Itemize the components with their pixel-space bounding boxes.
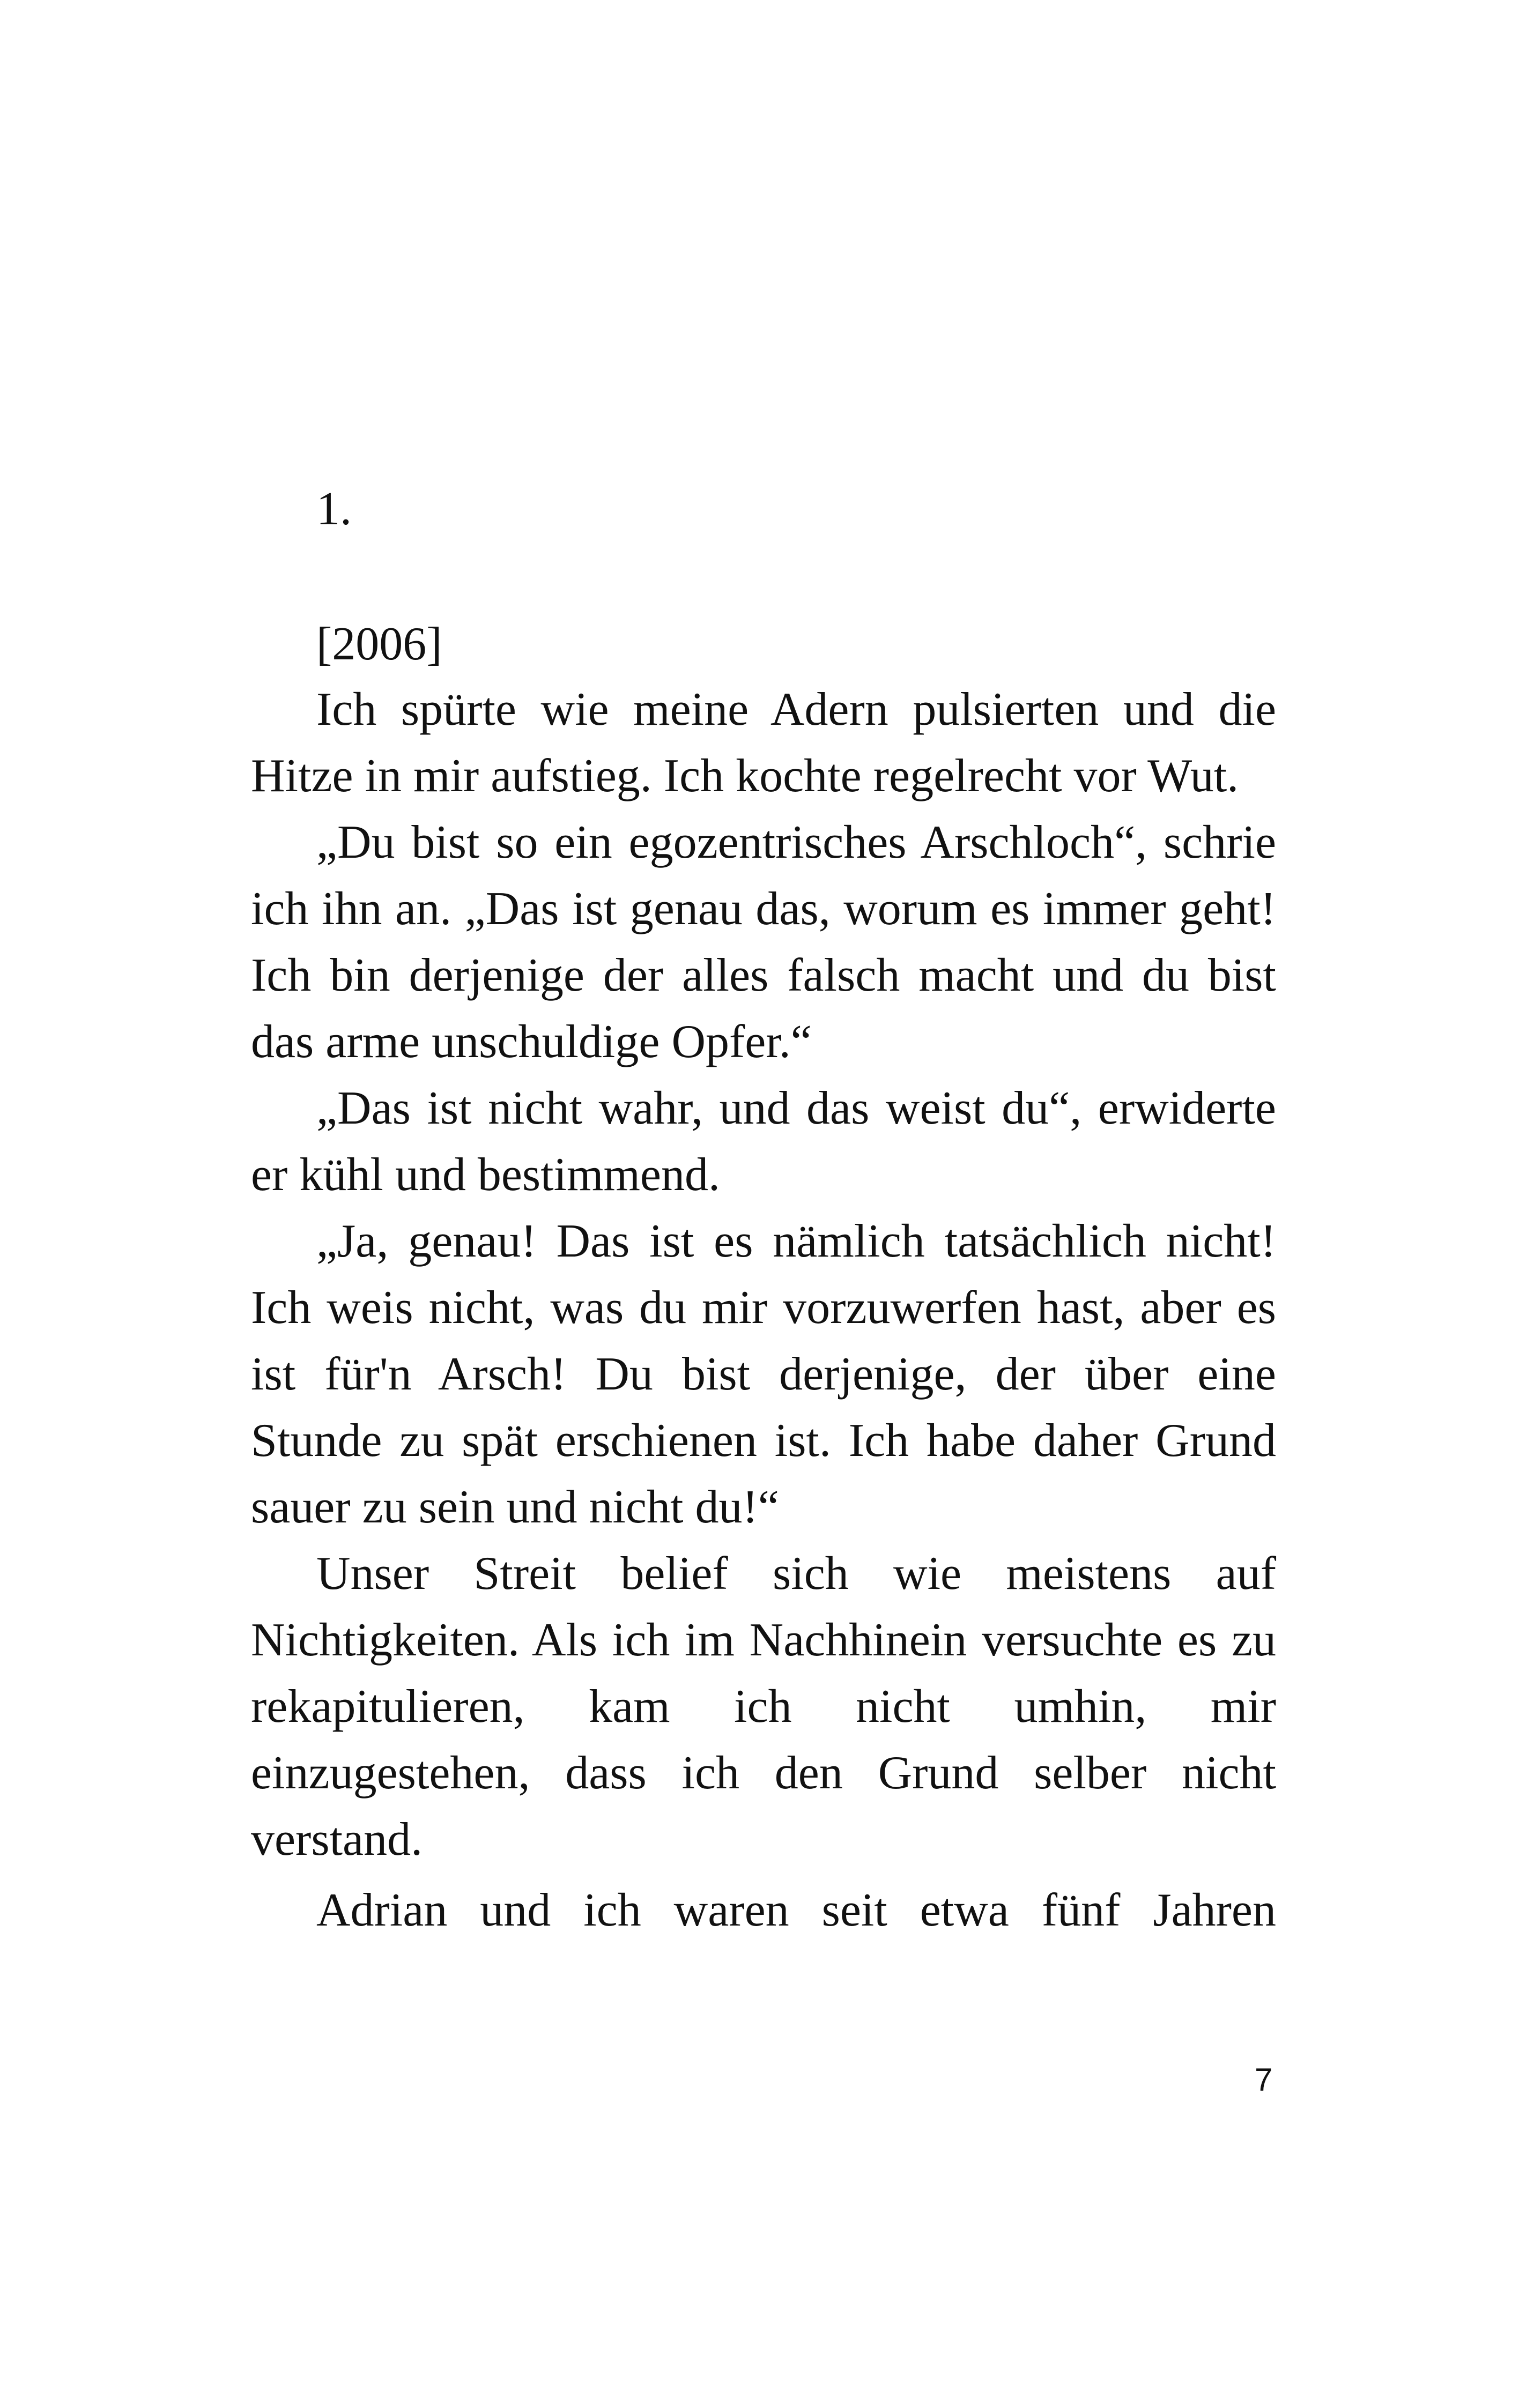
body-text-continued (251, 1877, 1276, 1944)
paragraph: Ich spürte wie meine Adern pulsierten und die Hitze in mir aufstieg. Ich kochte regelrecht vor Wut. (251, 683, 1276, 802)
chapter-number: 1. (316, 483, 352, 535)
paragraph: Adrian und ich waren seit etwa fünf Jahren (316, 1884, 1276, 1936)
page-number: 7 (1255, 2062, 1273, 2098)
paragraph: „Du bist so ein egozentrisches Arschloch“, schrie ich ihn an. „Das ist genau das, worum es immer geht! Ich bin derjenige der alles falsch macht und du bist das arme unschuldige Opfer.“ (251, 816, 1276, 1068)
body-text (251, 677, 1276, 1873)
paragraph: Unser Streit belief sich wie meistens auf Nichtigkeiten. Als ich im Nachhinein versuchte es zu rekapitulieren, kam ich nicht umhin, mir einzugestehen, dass ich den Grund selber nicht verstand. (251, 1548, 1276, 1866)
year-marker: [2006] (316, 618, 442, 670)
paragraph: „Das ist nicht wahr, und das weist du“, erwiderte er kühl und bestimmend. (251, 1082, 1276, 1201)
paragraph: „Ja, genau! Das ist es nämlich tatsächlich nicht! Ich weis nicht, was du mir vorzuwerfen hast, aber es ist für'n Arsch! Du bist derjenige, der über eine Stunde zu spät erschienen ist. Ich habe daher Grund sauer zu sein und nicht du!“ (251, 1215, 1276, 1533)
